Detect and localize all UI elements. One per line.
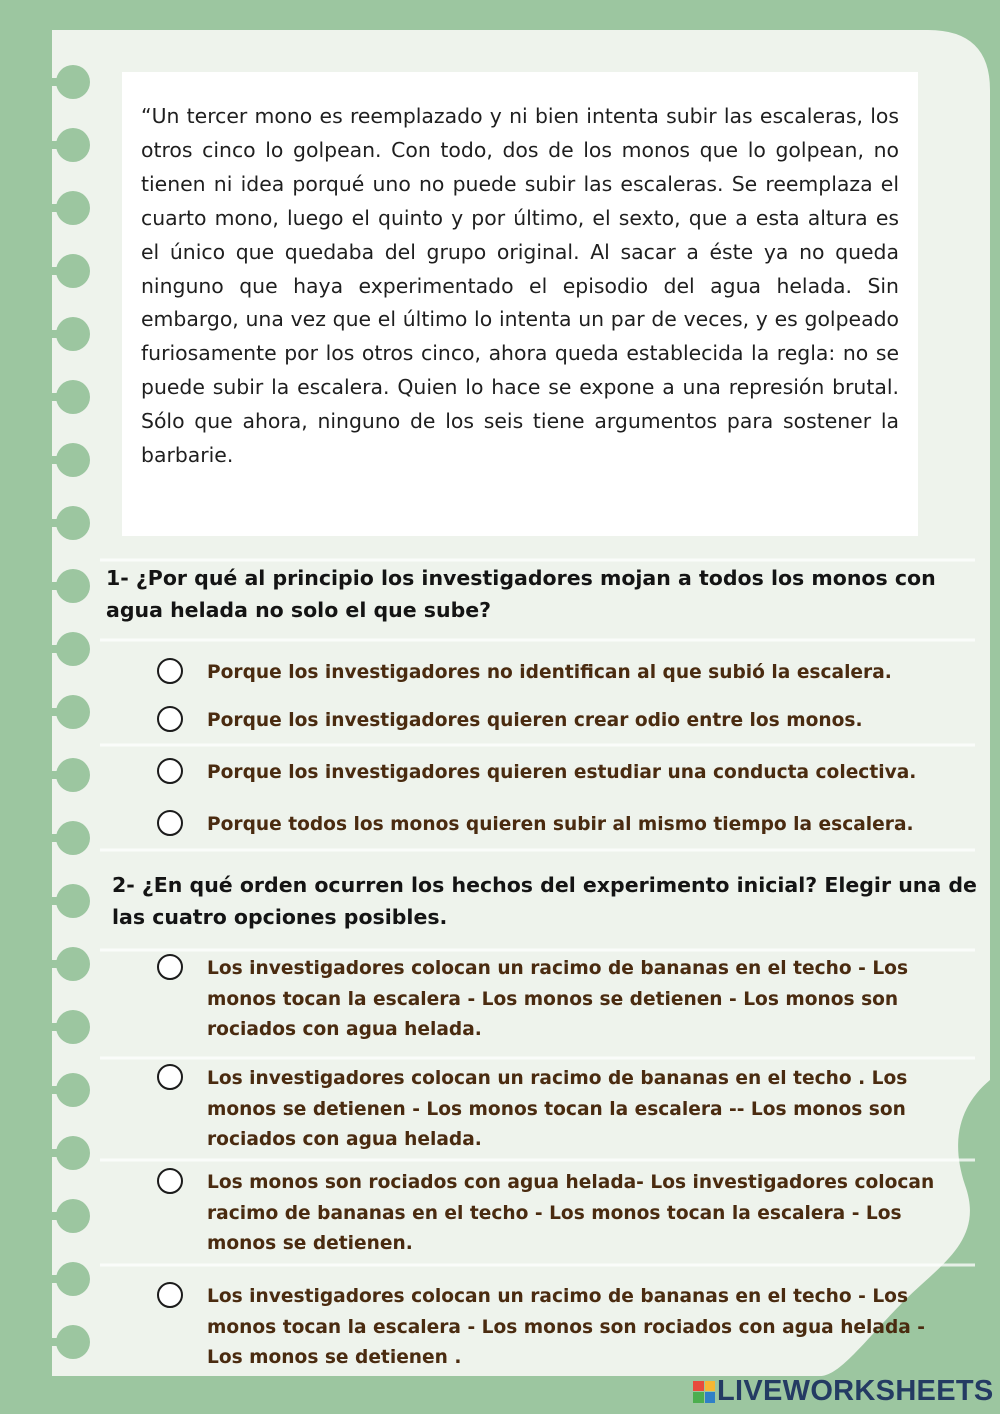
radio-button[interactable] [157, 1064, 183, 1090]
question-2-option-1[interactable] [157, 954, 922, 1046]
option-label: Porque los investigadores quieren crear odio entre los monos. [207, 710, 863, 731]
radio-button[interactable] [157, 706, 183, 732]
radio-button[interactable] [157, 954, 183, 980]
radio-button[interactable] [157, 810, 183, 836]
question-2-option-4[interactable] [157, 1282, 947, 1374]
radio-button[interactable] [157, 1168, 183, 1194]
question-2-text: 2- ¿En qué orden ocurren los hechos del experimento inicial? Elegir una de las cuatro opciones posibles. [112, 873, 977, 929]
option-label: Los investigadores colocan un racimo de bananas en el techo . Los monos se detienen - Los monos tocan la escalera -- Los monos son rociados con agua helada. [207, 1068, 908, 1150]
option-label: Porque los investigadores no identifican al que subió la escalera. [207, 662, 892, 683]
question-1-option-1[interactable] [157, 658, 892, 689]
liveworksheets-logo [693, 1375, 994, 1408]
question-2-option-2[interactable] [157, 1064, 922, 1156]
question-2-option-3[interactable] [157, 1168, 967, 1260]
option-label: Los investigadores colocan un racimo de bananas en el techo - Los monos tocan la escalera - Los monos se detienen - Los monos son rociados con agua helada. [207, 958, 909, 1040]
radio-button[interactable] [157, 758, 183, 784]
question-1-text: 1- ¿Por qué al principio los investigadores mojan a todos los monos con agua helada no solo el que sube? [106, 566, 936, 622]
question-1-option-4[interactable] [157, 810, 914, 841]
option-label: Los monos son rociados con agua helada- Los investigadores colocan racimo de bananas en el techo - Los monos tocan la escalera - Los monos se detienen. [207, 1172, 935, 1254]
brand-icon [693, 1381, 715, 1403]
reading-passage-box [122, 72, 918, 536]
option-label: Porque los investigadores quieren estudiar una conducta colectiva. [207, 762, 917, 783]
radio-button[interactable] [157, 658, 183, 684]
question-1-option-2[interactable] [157, 706, 863, 737]
option-label: Los investigadores colocan un racimo de bananas en el techo - Los monos tocan la escalera - Los monos son rociados con agua helada - Los monos se detienen . [207, 1286, 926, 1368]
question-1-option-3[interactable] [157, 758, 916, 789]
option-label: Porque todos los monos quieren subir al mismo tiempo la escalera. [207, 814, 914, 835]
brand-name: LIVEWORKSHEETS [717, 1375, 994, 1407]
radio-button[interactable] [157, 1282, 183, 1308]
reading-passage-text: “Un tercer mono es reemplazado y ni bien intenta subir las escaleras, los otros cinco lo golpean. Con todo, dos de los monos que lo golpean, no tienen ni idea porqué uno no puede subir las escaleras. Se reemplaza el cuarto mono, luego el quinto y por último, el sexto, que a esta altura es el único que quedaba del grupo original. Al sacar a éste ya no queda ninguno que haya experimentado el episodio del agua helada. Sin embargo, una vez que el último lo intenta un par de veces, y es golpeado furiosamente por los otros cinco, ahora queda establecida la regla: no se puede subir la escalera. Quien lo hace se expone a una represión brutal. Sólo que ahora, ninguno de los seis tiene argumentos para sostener la barbarie. [141, 104, 899, 468]
